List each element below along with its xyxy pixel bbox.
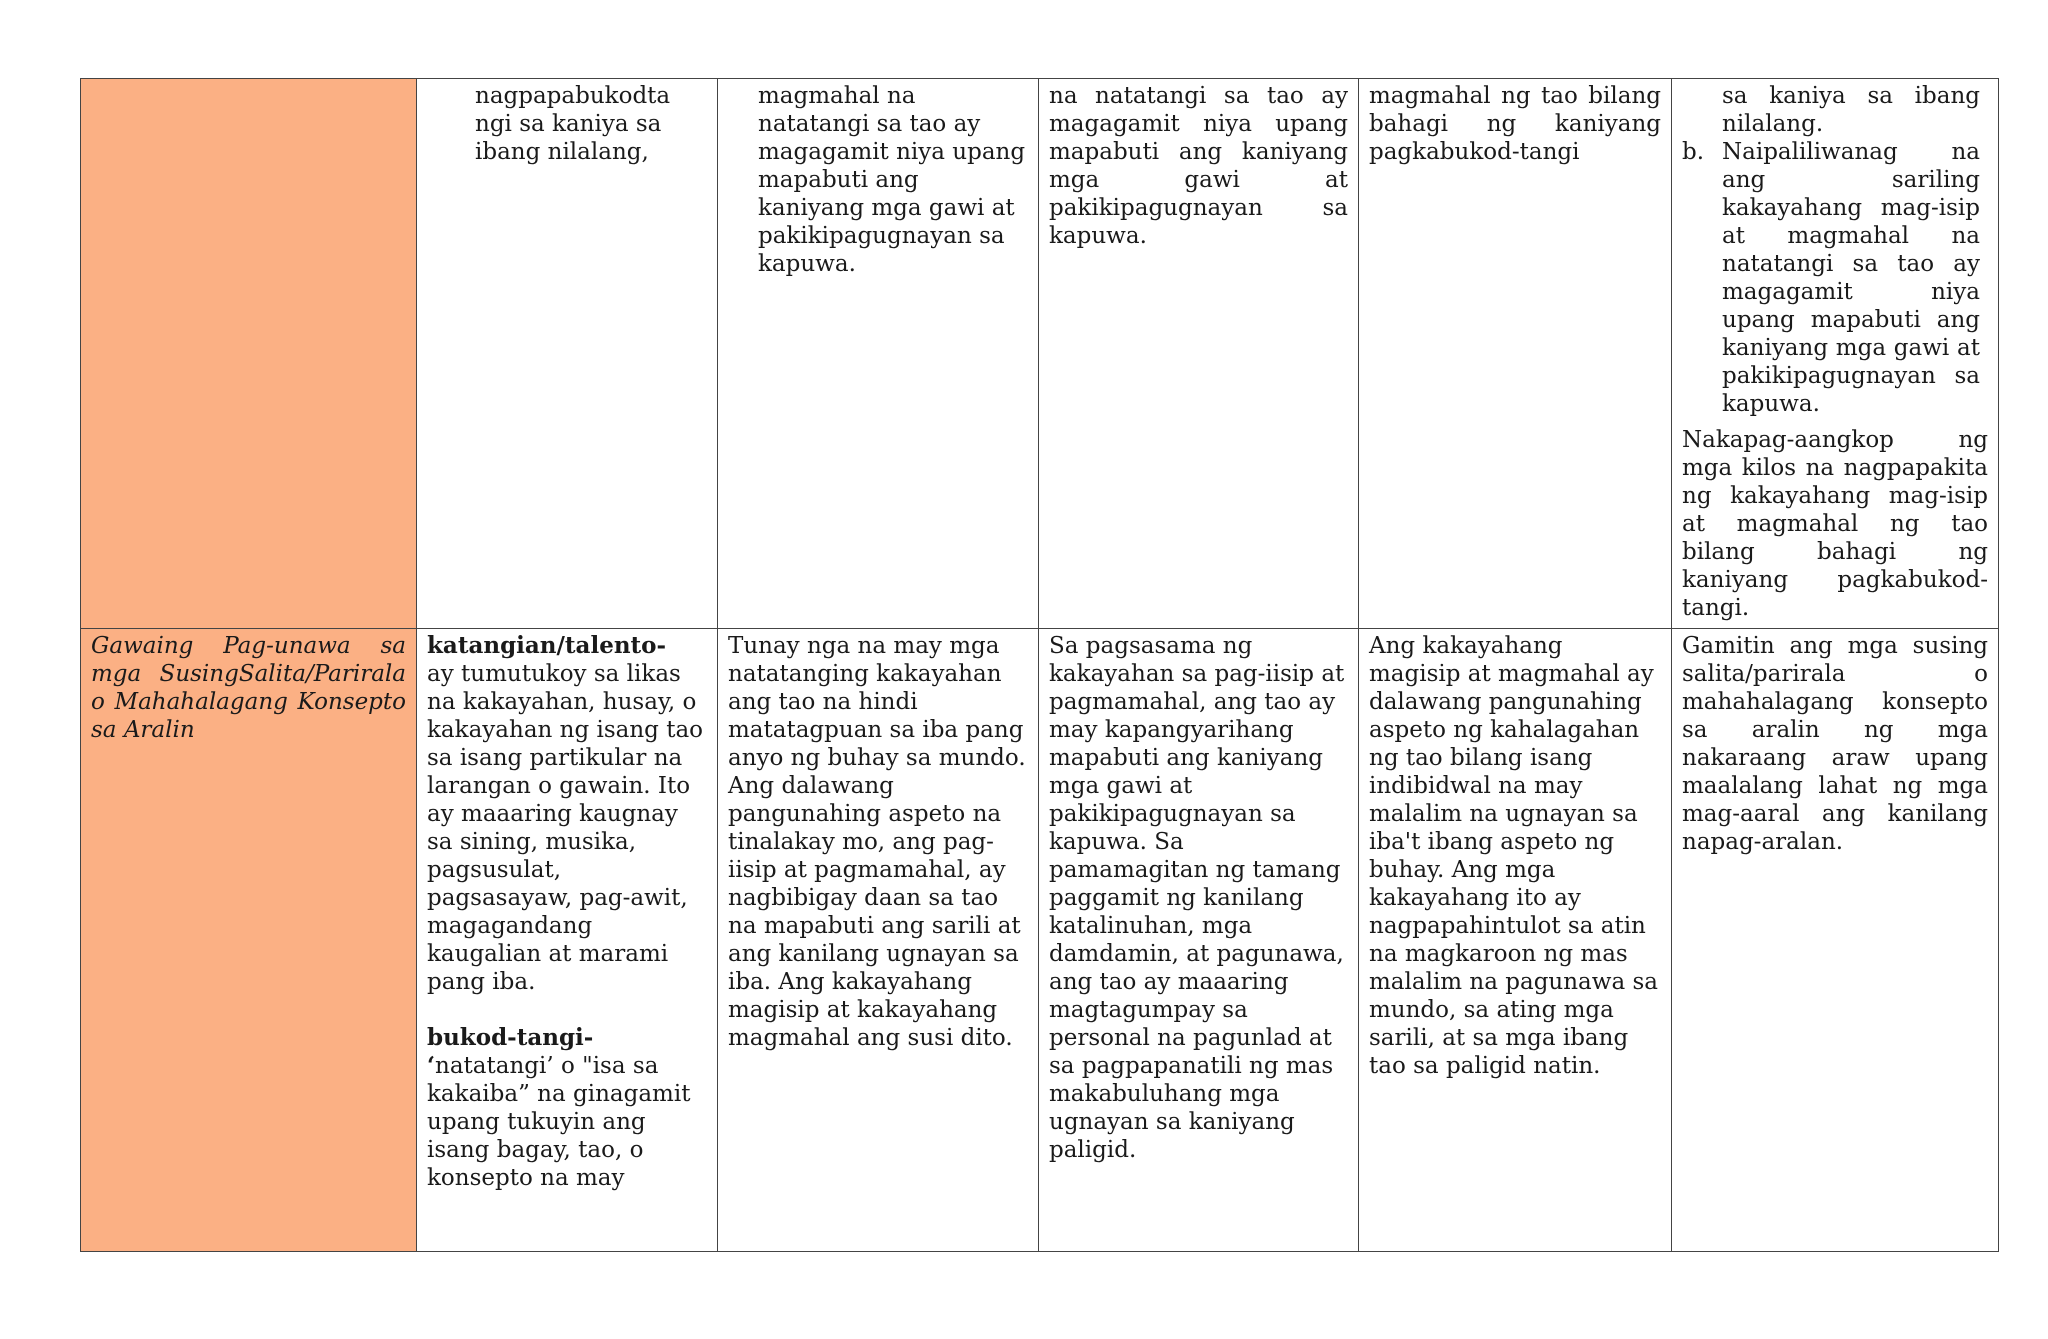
cell-text: Ang kakayahang magisip at magmahal ay dalawang pangunahing aspeto ng kahalagahan ng tao bilang isang indibidwal na may malalim na ugnayan sa iba't ibang aspeto ng buhay. Ang mga kakayahang ito ay nagpapahintulot sa atin na magkaroon ng mas malalim na pagunawa sa mundo, sa ating mga sarili, at sa mga ibang tao sa paligid natin.	[1369, 633, 1658, 1079]
lesson-plan-table	[80, 78, 1999, 1252]
objectives-cell-col5	[1359, 79, 1672, 629]
term-definition-wrapper	[427, 1052, 707, 1192]
cell-text: magmahal na natatangi sa tao ay magagamit niya upang mapabuti ang kaniyang mga gawi at pakikipagugnayan sa kapuwa.	[758, 83, 1026, 277]
row-label-cell-empty	[81, 79, 417, 629]
row-label: Gawaing Pag-unawa sa mga SusingSalita/Parirala o Mahahalagang Konsepto sa Aralin	[91, 633, 406, 743]
cell-text: Sa pagsasama ng kakayahan sa pag-iisip at pagmamahal, ang tao ay may kapangyarihang mapabuti ang kaniyang mga gawi at pakikipagugnayan sa kapuwa. Sa pamamagitan ng tamang paggamit ng kanilang katalinuhan, mga damdamin, at pagunawa, ang tao ay maaaring magtagumpay sa personal na pagunlad at sa pagpapanatili ng mas makabuluhang mga ugnayan sa kaniyang paligid.	[1049, 633, 1345, 1163]
objectives-cell-col3	[718, 79, 1039, 629]
table-row	[81, 79, 1999, 629]
table-row	[81, 629, 1999, 1252]
cell-text: magmahal ng tao bilang bahagi ng kaniyang pagkabukod-tangi	[1369, 83, 1661, 165]
quote-mark: ‘	[427, 1052, 436, 1079]
continued-item-text: sa kaniya sa ibang nilalang.	[1722, 83, 1980, 137]
objectives-cell-col4	[1039, 79, 1359, 629]
closing-paragraph: Nakapag-aangkop ng mga kilos na nagpapakita ng kakayahang mag-isip at magmahal ng tao bilang bahagi ng kaniyang pagkabukod-tangi.	[1682, 427, 1988, 621]
term-heading: bukod-tangi-	[427, 1024, 594, 1051]
term-heading: katangian/talento-	[427, 632, 667, 659]
concept-cell-col4	[1039, 629, 1359, 1252]
term-definition: natatangi’ o "isa sa kakaiba” na ginagamit upang tukuyin ang isang bagay, tao, o konsepto na may	[427, 1053, 691, 1191]
cell-text: Tunay nga na may mga natatanging kakayahan ang tao na hindi matatagpuan sa iba pang anyo ng buhay sa mundo. Ang dalawang pangunahing aspeto na tinalakay mo, ang pag-iisip at pagmamahal, ay nagbibigay daan sa tao na mapabuti ang sarili at ang kanilang ugnayan sa iba. Ang kakayahang magisip at kakayahang magmahal ang susi dito.	[728, 633, 1026, 1051]
objectives-cell-col6	[1672, 79, 1999, 629]
concept-cell-col5	[1359, 629, 1672, 1252]
list-marker: b.	[1682, 139, 1705, 165]
list-item-text: Naipaliliwanag na ang sariling kakayahang mag-isip at magmahal na natatangi sa tao ay magagamit niya upang mapabuti ang kaniyang mga gawi at pakikipagugnayan sa kapuwa.	[1722, 139, 1980, 417]
concept-cell-col3	[718, 629, 1039, 1252]
key-terms-cell	[417, 629, 718, 1252]
cell-text: na natatangi sa tao ay magagamit niya upang mapabuti ang kaniyang mga gawi at pakikipagugnayan sa kapuwa.	[1049, 83, 1348, 249]
list-item-b	[1682, 138, 1988, 418]
row-label-cell	[81, 629, 417, 1252]
cell-text: Gamitin ang mga susing salita/parirala o mahahalagang konsepto sa aralin ng mga nakaraang araw upang maalalang lahat ng mga mag-aaral ang kanilang napag-aralan.	[1682, 633, 1988, 855]
term-definition: ay tumutukoy sa likas na kakayahan, husay, o kakayahan ng isang tao sa isang partikular na larangan o gawain. Ito ay maaaring kaugnay sa sining, musika, pagsusulat, pagsasayaw, pag-awit, magagandang kaugalian at marami pang iba.	[427, 661, 704, 995]
objectives-cell-col2	[417, 79, 718, 629]
instruction-cell-col6	[1672, 629, 1999, 1252]
cell-text: nagpapabukodta ngi sa kaniya sa ibang nilalang,	[475, 83, 671, 165]
